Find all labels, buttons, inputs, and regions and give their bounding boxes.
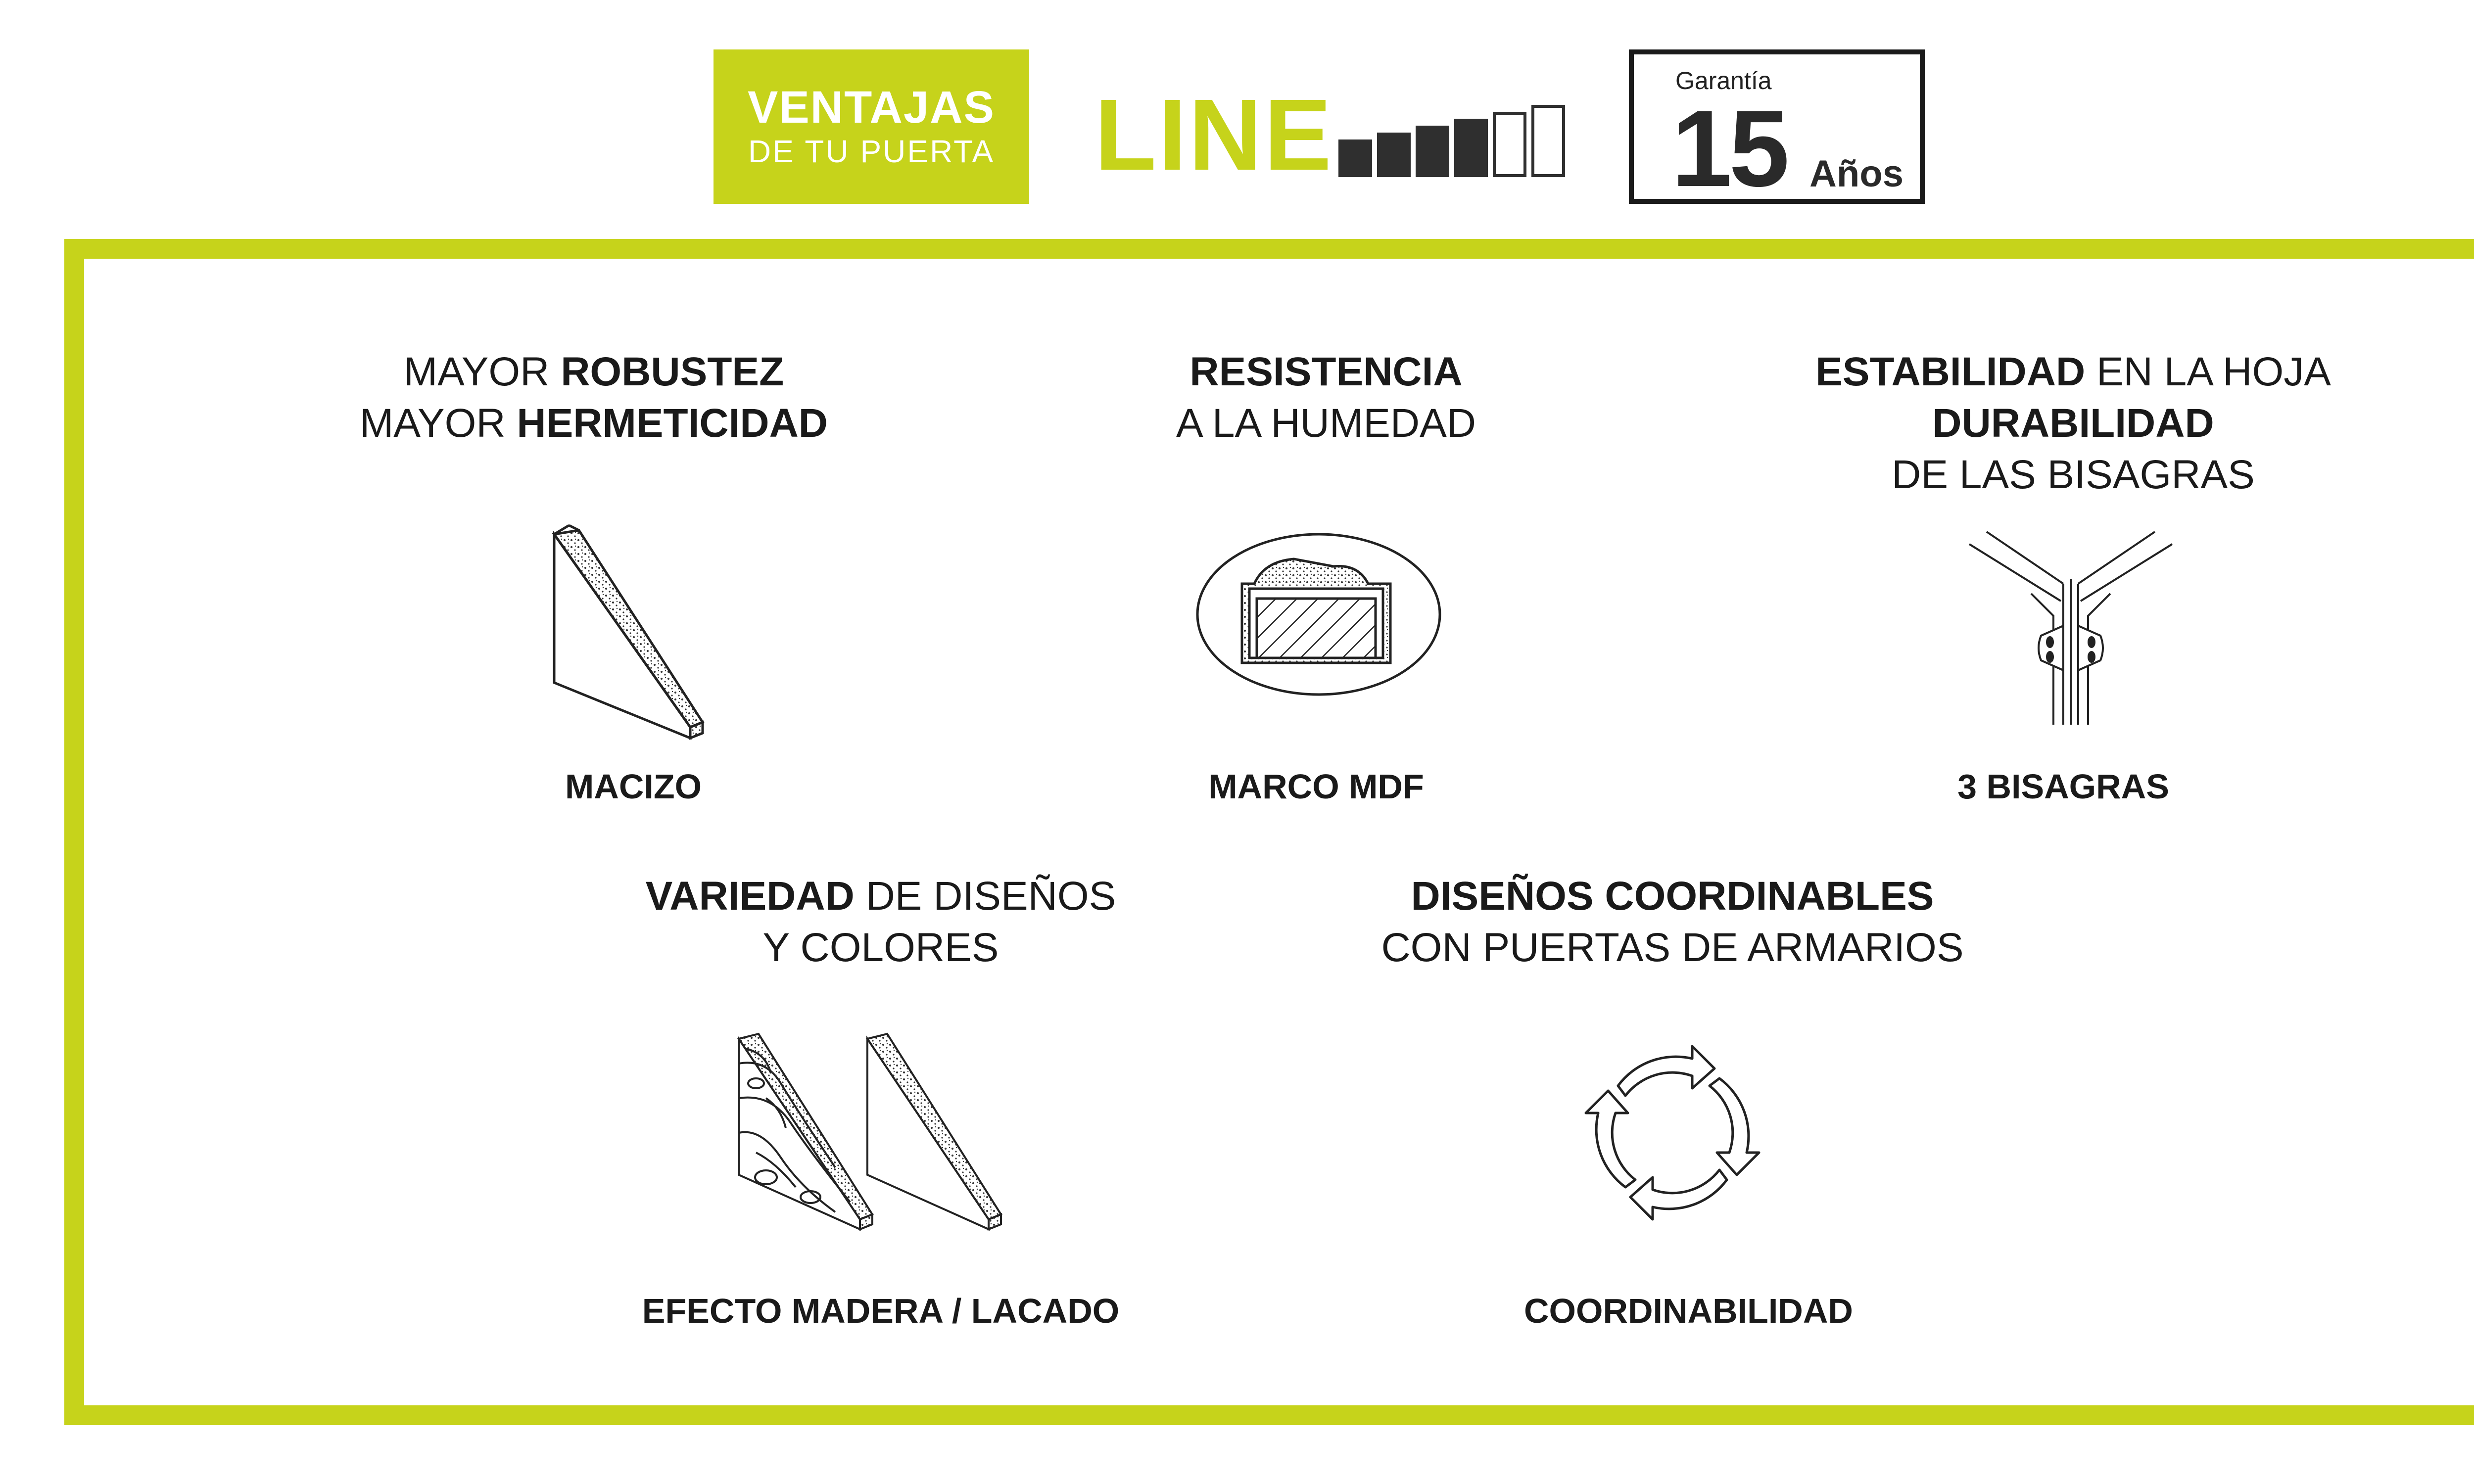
- cycle-arrows-icon: [1573, 1034, 1771, 1232]
- badge-title: VENTAJAS: [748, 82, 995, 133]
- heading-line: CON PUERTAS DE ARMARIOS: [1381, 925, 1964, 970]
- badge-subtitle: DE TU PUERTA: [748, 134, 995, 169]
- feature-heading-humidity: [1084, 346, 1569, 449]
- heading-line: VARIEDAD DE DISEÑOS: [645, 874, 1116, 919]
- feature-heading-coordination: [1361, 871, 1984, 974]
- level-bar-empty: [1533, 106, 1564, 176]
- heading-line: MAYOR ROBUSTEZ: [403, 349, 784, 394]
- warranty-years: 15: [1671, 88, 1787, 209]
- solid-door-section-icon: [549, 524, 708, 742]
- product-line-title: LINE: [1094, 78, 1333, 191]
- level-bar-filled: [1379, 134, 1409, 176]
- heading-line: A LA HUMEDAD: [1176, 401, 1476, 446]
- wood-and-lacquer-icon: [736, 1029, 1003, 1237]
- heading-line: MAYOR HERMETICIDAD: [359, 401, 828, 446]
- level-bar-empty: [1494, 113, 1525, 176]
- warranty-label: Garantía: [1675, 67, 1772, 94]
- mdf-frame-icon: [1195, 532, 1442, 697]
- feature-caption: EFECTO MADERA / LACADO: [642, 1292, 1120, 1330]
- feature-caption: 3 BISAGRAS: [1957, 767, 2169, 806]
- level-bar-filled: [1340, 141, 1371, 176]
- feature-heading-robustness: [346, 346, 841, 449]
- advantages-badge: [714, 49, 1029, 204]
- heading-line: DISEÑOS COORDINABLES: [1411, 874, 1934, 919]
- heading-line: RESISTENCIA: [1189, 349, 1463, 394]
- warranty-box: [1629, 49, 1925, 209]
- heading-line: Y COLORES: [762, 925, 999, 970]
- feature-heading-stability: [1761, 346, 2385, 501]
- feature-heading-variety: [594, 871, 1168, 974]
- level-bar-filled: [1417, 127, 1448, 176]
- heading-line: DURABILIDAD: [1932, 401, 2214, 446]
- warranty-unit: Años: [1809, 153, 1903, 195]
- feature-caption: COORDINABILIDAD: [1524, 1292, 1853, 1330]
- heading-line: ESTABILIDAD EN LA HOJA: [1815, 349, 2331, 394]
- feature-caption: MARCO MDF: [1208, 767, 1424, 806]
- level-meter: [1336, 101, 1569, 181]
- hinge-icon: [1967, 529, 2175, 727]
- heading-line: DE LAS BISAGRAS: [1892, 452, 2255, 497]
- level-bar-filled: [1456, 120, 1486, 176]
- feature-caption: MACIZO: [565, 767, 702, 806]
